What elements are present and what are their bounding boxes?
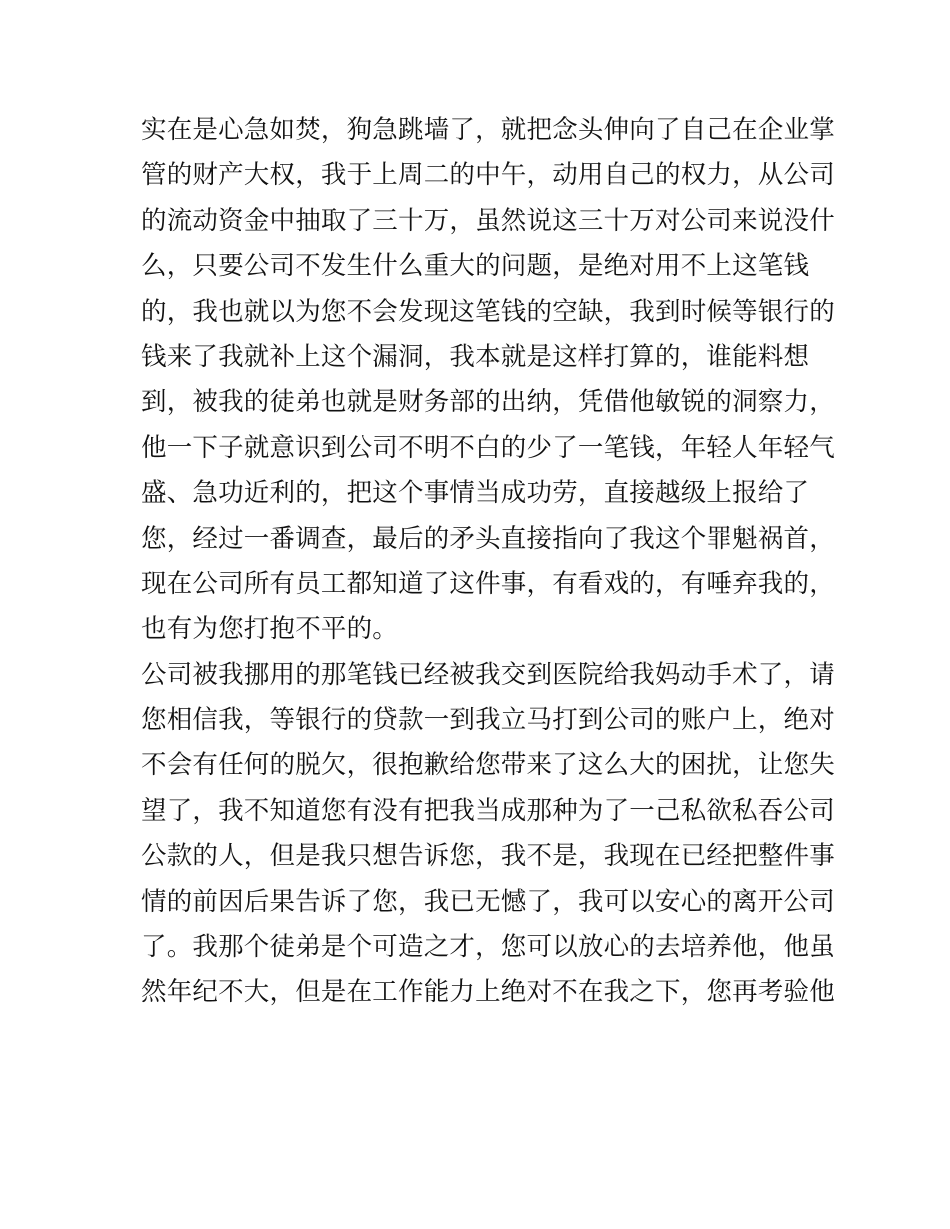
text-line: 公司被我挪用的那笔钱已经被我交到医院给我妈动手术了，请 [141, 659, 835, 690]
text-line: 钱来了我就补上这个漏洞，我本就是这样打算的，谁能料想 [141, 341, 810, 372]
text-line: 现在公司所有员工都知道了这件事，有看戏的，有唾弃我的， [141, 568, 835, 599]
text-line: 不会有任何的脱欠，很抱歉给您带来了这么大的困扰，让您失 [141, 750, 835, 781]
text-line: 他一下子就意识到公司不明不白的少了一笔钱，年轻人年轻气 [141, 432, 835, 463]
text-line: 的，我也就以为您不会发现这笔钱的空缺，我到时候等银行的 [141, 296, 835, 327]
text-line: 您相信我，等银行的贷款一到我立马打到公司的账户上，绝对 [141, 705, 835, 736]
text-line: 情的前因后果告诉了您，我已无憾了，我可以安心的离开公司 [141, 886, 835, 917]
text-line: 么，只要公司不发生什么重大的问题，是绝对用不上这笔钱 [141, 251, 810, 282]
text-line: 管的财产大权，我于上周二的中午，动用自己的权力，从公司 [141, 160, 835, 191]
body-text [141, 108, 835, 1016]
text-line: 盛、急功近利的，把这个事情当成功劳，直接越级上报给了 [141, 478, 810, 509]
text-line: 然年纪不大，但是在工作能力上绝对不在我之下，您再考验他 [141, 977, 835, 1008]
text-line: 也有为您打抱不平的。 [141, 614, 399, 645]
text-line: 您，经过一番调查，最后的矛头直接指向了我这个罪魁祸首， [141, 523, 835, 554]
text-line: 实在是心急如焚，狗急跳墙了，就把念头伸向了自己在企业掌 [141, 115, 835, 145]
text-line: 公款的人，但是我只想告诉您，我不是，我现在已经把整件事 [141, 841, 835, 872]
text-line: 到，被我的徒弟也就是财务部的出纳，凭借他敏锐的洞察力， [141, 387, 835, 418]
text-line: 的流动资金中抽取了三十万，虽然说这三十万对公司来说没什 [141, 205, 835, 236]
text-line: 望了，我不知道您有没有把我当成那种为了一己私欲私吞公司 [141, 795, 835, 826]
text-line: 了。我那个徒弟是个可造之才，您可以放心的去培养他，他虽 [141, 932, 835, 963]
